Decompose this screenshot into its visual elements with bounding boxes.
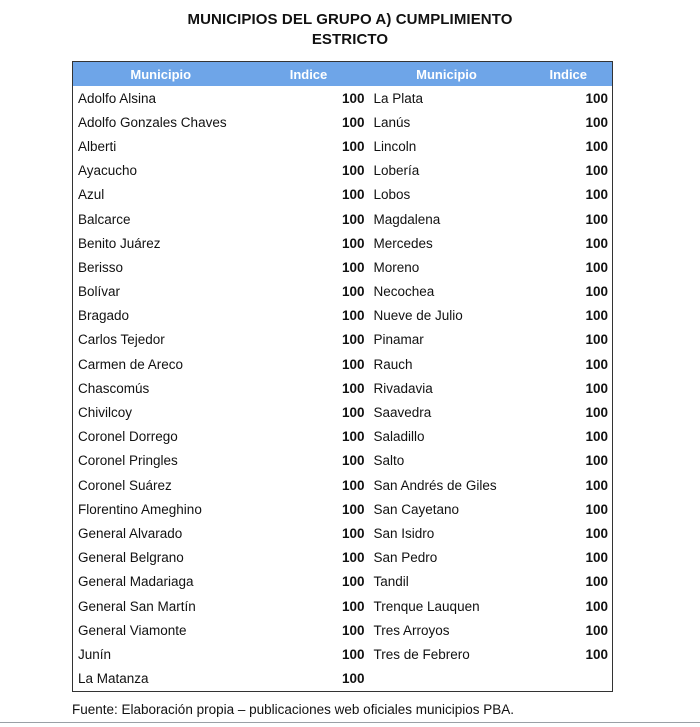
table-body (73, 86, 613, 691)
indice-value-right: 100 (585, 163, 608, 179)
municipio-name-left: Junín (78, 646, 112, 662)
table-row (73, 642, 613, 666)
indice-value-right: 100 (585, 380, 608, 396)
indice-value-left: 100 (341, 405, 365, 421)
municipio-name-right: Lanús (373, 114, 411, 130)
table-row (73, 473, 613, 497)
indice-value-left: 100 (341, 235, 365, 251)
table-row (73, 110, 613, 134)
title-line-1: MUNICIPIOS DEL GRUPO A) CUMPLIMIENTO (187, 11, 513, 28)
header-indice-left: Indice (249, 62, 369, 87)
indice-value-right: 100 (585, 622, 608, 638)
table-row (73, 618, 613, 642)
table-row (73, 328, 613, 352)
municipio-name-right: Lobos (373, 187, 411, 203)
municipio-name-right: San Pedro (373, 550, 438, 566)
indice-value-right: 100 (585, 259, 608, 275)
table-row (73, 449, 613, 473)
indice-value-right: 100 (585, 187, 608, 203)
indice-value-left: 100 (341, 598, 365, 614)
table-row (73, 134, 613, 158)
indice-value-right: 100 (585, 138, 608, 154)
indice-value-left: 100 (341, 550, 365, 566)
municipio-name-left: Carlos Tejedor (78, 332, 165, 348)
header-indice-right: Indice (525, 62, 613, 87)
indice-value-left: 100 (341, 525, 365, 541)
municipio-name-left: La Matanza (78, 671, 149, 687)
municipio-name-right: Necochea (373, 284, 435, 300)
table-row (73, 159, 613, 183)
indice-value-left: 100 (341, 163, 365, 179)
table-row (73, 231, 613, 255)
municipio-name-right (369, 667, 525, 692)
indice-value-right: 100 (585, 550, 608, 566)
indice-value-left: 100 (341, 501, 365, 517)
table-row (73, 207, 613, 231)
indice-value-left: 100 (341, 211, 365, 227)
municipio-name-left: Benito Juárez (78, 235, 161, 251)
municipio-name-right: San Andrés de Giles (373, 477, 497, 493)
table-row (73, 376, 613, 400)
municipio-name-left: Balcarce (78, 211, 131, 227)
municipio-name-right: Trenque Lauquen (373, 598, 480, 614)
municipio-name-left: Coronel Pringles (78, 453, 178, 469)
indice-value-right: 100 (585, 332, 608, 348)
table-row (73, 594, 613, 618)
indice-value-right: 100 (585, 646, 608, 662)
municipio-name-right: Saavedra (373, 405, 432, 421)
municipio-name-left: Coronel Suárez (78, 477, 172, 493)
indice-value-left: 100 (341, 356, 365, 372)
municipios-table (72, 61, 613, 692)
municipio-name-right: La Plata (373, 90, 424, 106)
municipio-name-right: San Cayetano (373, 501, 460, 517)
municipio-name-left: Bragado (78, 308, 130, 324)
municipio-name-left: General Belgrano (78, 550, 184, 566)
indice-value-left: 100 (341, 187, 365, 203)
indice-value-right: 100 (585, 405, 608, 421)
municipio-name-left: Alberti (78, 138, 117, 154)
municipio-name-right: Tres Arroyos (373, 622, 450, 638)
indice-value-right: 100 (585, 308, 608, 324)
table-row (73, 352, 613, 376)
municipio-name-right: Rivadavia (373, 380, 433, 396)
indice-value-right: 100 (585, 453, 608, 469)
table-row (73, 570, 613, 594)
indice-value-left: 100 (341, 671, 365, 687)
indice-value-left: 100 (341, 453, 365, 469)
table-row (73, 667, 613, 692)
table-row (73, 280, 613, 304)
indice-value-right: 100 (585, 501, 608, 517)
indice-value-left: 100 (341, 284, 365, 300)
municipio-name-left: Ayacucho (78, 163, 138, 179)
municipio-name-right: Moreno (373, 259, 420, 275)
indice-value-right: 100 (585, 477, 608, 493)
municipio-name-left: General Madariaga (78, 574, 194, 590)
municipio-name-right: Magdalena (373, 211, 441, 227)
table-row (73, 425, 613, 449)
title-line-2: ESTRICTO (311, 31, 389, 48)
municipio-name-right: Rauch (373, 356, 413, 372)
page-divider (0, 722, 700, 723)
municipio-name-left: General Alvarado (78, 525, 183, 541)
table-row (73, 497, 613, 521)
municipio-name-right: Lobería (373, 163, 420, 179)
municipio-name-right: Nueve de Julio (373, 308, 463, 324)
municipio-name-left: Chivilcoy (78, 405, 133, 421)
municipio-name-left: Azul (78, 187, 105, 203)
indice-value-right: 100 (585, 90, 608, 106)
table-row (73, 521, 613, 545)
indice-value-right: 100 (585, 114, 608, 130)
indice-value-right: 100 (585, 598, 608, 614)
indice-value-left: 100 (341, 574, 365, 590)
indice-value-left: 100 (341, 308, 365, 324)
municipio-name-left: Berisso (78, 259, 124, 275)
municipio-name-right: Tres de Febrero (373, 646, 470, 662)
indice-value-left: 100 (341, 90, 365, 106)
municipio-name-right: Salto (373, 453, 405, 469)
indice-value-left: 100 (341, 477, 365, 493)
municipio-name-left: Adolfo Gonzales Chaves (78, 114, 227, 130)
table-header-row (73, 62, 613, 87)
indice-value-right: 100 (585, 525, 608, 541)
municipio-name-left: Coronel Dorrego (78, 429, 178, 445)
header-municipio-left: Municipio (73, 62, 249, 87)
indice-value-right: 100 (585, 211, 608, 227)
municipio-name-right: Lincoln (373, 138, 417, 154)
indice-value-right: 100 (585, 356, 608, 372)
municipio-name-left: Adolfo Alsina (78, 90, 157, 106)
indice-value-left: 100 (341, 380, 365, 396)
municipio-name-right: Tandil (373, 574, 409, 590)
municipio-name-left: Chascomús (78, 380, 150, 396)
table-row (73, 546, 613, 570)
indice-value-left: 100 (341, 622, 365, 638)
source-footnote: Fuente: Elaboración propia – publicaciones web oficiales municipios PBA. (72, 702, 514, 717)
document-title (0, 10, 700, 50)
indice-value-right: 100 (585, 429, 608, 445)
table-row (73, 400, 613, 424)
municipio-name-right: Saladillo (373, 429, 425, 445)
municipio-name-right: Mercedes (373, 235, 433, 251)
header-municipio-right: Municipio (369, 62, 525, 87)
indice-value-left: 100 (341, 429, 365, 445)
indice-value-left: 100 (341, 332, 365, 348)
table-row (73, 183, 613, 207)
municipio-name-left: Bolívar (78, 284, 121, 300)
indice-value-right (525, 667, 613, 692)
table-row (73, 86, 613, 110)
municipio-name-left: General San Martín (78, 598, 196, 614)
indice-value-left: 100 (341, 259, 365, 275)
municipio-name-left: Florentino Ameghino (78, 501, 202, 517)
indice-value-right: 100 (585, 235, 608, 251)
municipio-name-right: Pinamar (373, 332, 424, 348)
indice-value-left: 100 (341, 114, 365, 130)
municipio-name-right: San Isidro (373, 525, 435, 541)
indice-value-left: 100 (341, 138, 365, 154)
indice-value-left: 100 (341, 646, 365, 662)
municipio-name-left: Carmen de Areco (78, 356, 184, 372)
indice-value-right: 100 (585, 284, 608, 300)
indice-value-right: 100 (585, 574, 608, 590)
table-row (73, 255, 613, 279)
municipio-name-left: General Viamonte (78, 622, 187, 638)
table-row (73, 304, 613, 328)
